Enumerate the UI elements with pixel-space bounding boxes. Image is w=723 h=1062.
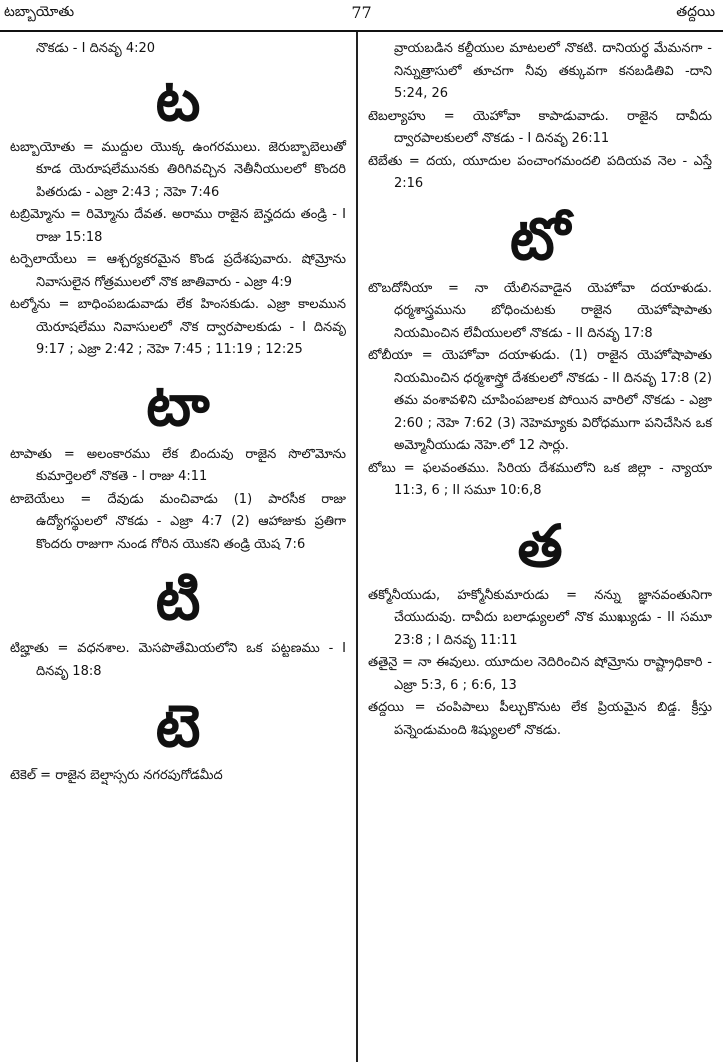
dictionary-entry: టబ్రిమ్మోను = రిమ్మోను దేవత. అరాము రాజైన బెన్హదదు తండ్రి - I రాజు 15:18 — [10, 207, 346, 245]
left-column — [10, 38, 346, 788]
dictionary-entry: టోబీయా = యెహోవా దయాళుడు. (1) రాజైన యెహోషాపాతు నియమించిన ధర్మశాస్త్రో దేశకులలో నొకడు - II దినవృ 17:8 (2) తమ వంశావళిని చూపింపజాలక పోయిన వారిలో నొకడు - ఎజ్రా 2:60 ; నెహె 7:62 (3) నెహెమ్యాకు విరోధముగా పనిచేసిన ఒక అమ్మోనీయుడు నెహె.లో 12 సార్లు. — [368, 348, 712, 453]
dictionary-entry: తక్మోనీయుడు, హక్మోనీకుమారుడు = నన్ను జ్ఞానవంతునిగా చేయుదువు. దావీదు బలాఢ్యులలో నొక ముఖ్యుడు - II సమూ 23:8 ; I దినవృ 11:11 — [368, 587, 712, 648]
dictionary-entry: టెబల్యాహు = యెహోవా కాపాడువాడు. రాజైన దావీదు ద్వారపాలకులలో నొకడు - I దినవృ 26:11 — [368, 108, 712, 146]
dictionary-entry: టర్పెలాయేలు = ఆశ్చర్యకరమైన కొండ ప్రదేశపువారు. షోమ్రోను నివాసులైన గోత్రములలో నొక జాతివారు - ఎజ్రా 4:9 — [10, 252, 346, 290]
section-heading: టో — [509, 204, 571, 273]
page-number: 77 — [351, 3, 372, 22]
dictionary-entry: తతైనై = నా ఈవులు. యూదుల నెదిరించిన షోమ్రోను రాష్ట్రాధికారి - ఎజ్రా 5:3, 6 ; 6:6, 13 — [368, 655, 712, 693]
dictionary-entry: టోబు = ఫలవంతము. సిరియ దేశములోని ఒక జిల్లా - న్యాయా 11:3, 6 ; II సమూ 10:6,8 — [368, 460, 712, 498]
column-divider — [356, 32, 358, 1062]
dictionary-entry: టాబెయేలు = దేవుడు మంచివాడు (1) పారసీక రాజు ఉద్యోగస్థులలో నొకడు - ఎజ్రా 4:7 (2) ఆహాజుకు ప్రతిగా కొందరు రాజుగా నుండ గోరిన యొకని తండ్రి యెష 7:6 — [10, 491, 346, 552]
running-head-left: టబ్బాయోతు — [4, 4, 75, 20]
dictionary-entry: తద్దయి = చంపిపాలు పీల్చుకొనుట లేక ప్రియమైన బిడ్డ. క్రీస్తు పన్నెండుమంది శిష్యులలో నొకడు. — [368, 700, 712, 738]
dictionary-entry: టాపాతు = అలంకారము లేక బిందువు రాజైన సొలొమోను కుమార్తెలలో నొకతె - I రాజు 4:11 — [10, 446, 346, 484]
entry-continuation: నొకడు - I దినవృ 4:20 — [36, 41, 156, 56]
dictionary-entry: టల్మోను = బాధింపబడువాడు లేక హింసకుడు. ఎజ్రా కాలమున యెరూషలేము నివాసులలో నొక ద్వారపాలకుడు - I దినవృ 9:17 ; ఎజ్రా 2:42 ; నెహె 7:45 ; 11:19 ; 12:25 — [10, 297, 346, 357]
dictionary-entry: టెబేతు = దయ, యూదుల పంచాంగమందలి పదియవ నెల - ఎస్తే 2:16 — [368, 153, 712, 191]
dictionary-entry: టబ్బాయోతు = ముద్దుల యొక్క ఉంగరములు. జెరుబ్బాబెలుతో కూడ యెరూషలేమునకు తిరిగివచ్చిన నెతీనీయులలో కొందరి పితరుడు - ఎజ్రా 2:43 ; నెహె 7:46 — [10, 139, 346, 200]
right-column — [368, 38, 712, 742]
section-heading: టె — [155, 692, 201, 760]
dictionary-entry: టొబదోనీయా = నా యేలినవాడైన యెహోవా దయాళుడు. ధర్మశాస్త్రమును బోధించుటకు రాజైన యెహోషాపాతు నియమించిన లేవీయులలో నొకడు - II దినవృ 17:8 — [368, 280, 712, 341]
section-heading: ట — [155, 65, 201, 134]
dictionary-entry: టెకెల్ = రాజైన బెల్షాస్సరు నగరపుగోడమీద — [10, 768, 223, 783]
running-head-right: తద్దయి — [676, 4, 715, 20]
page-header — [0, 0, 723, 32]
dictionary-entry: టిబ్హాతు = వధనశాల. మెసపొతేమియలోని ఒక పట్టణము - I దినవృ 18:8 — [10, 641, 346, 679]
section-heading: టా — [146, 370, 210, 439]
entry-continuation: వ్రాయబడిన కల్దీయుల మాటలలో నొకటి. దానియర్థ మేమనగా - నిన్నుత్రాసులో తూచగా నీవు తక్కువగా కనబడితివి -దాని 5:24, 26 — [394, 41, 712, 101]
section-heading: త — [517, 511, 563, 580]
section-heading: టి — [155, 565, 201, 633]
